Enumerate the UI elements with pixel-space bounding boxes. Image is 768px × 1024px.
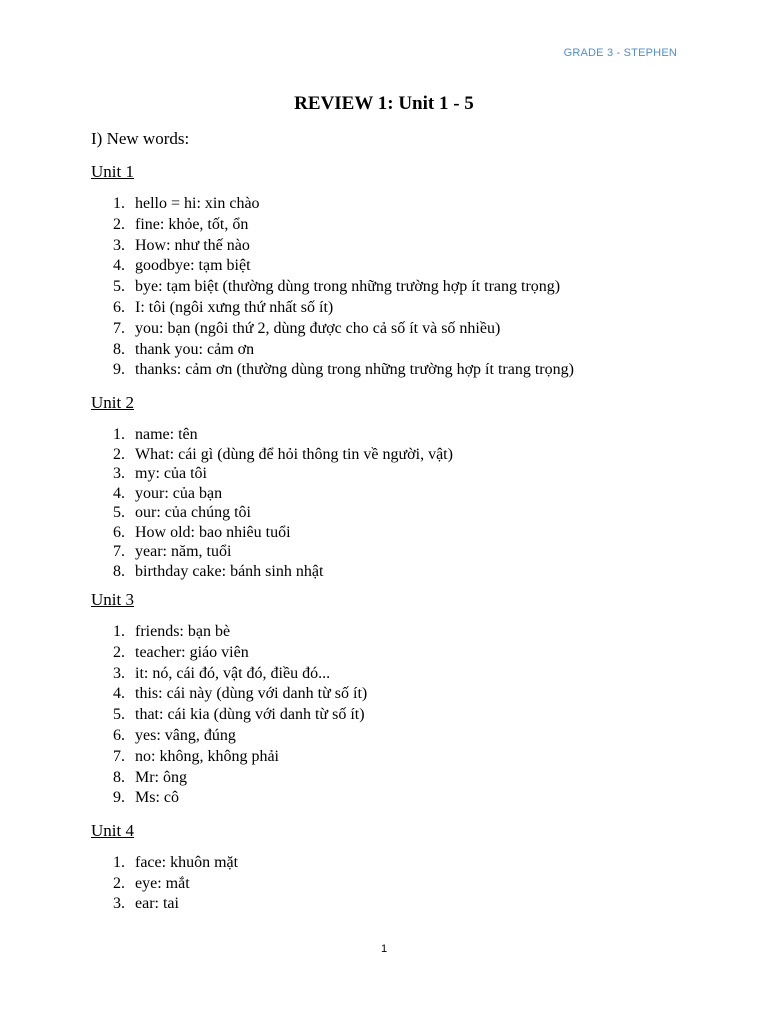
word-entry: hello = hi: xin chào xyxy=(135,195,260,212)
word-entry: What: cái gì (dùng để hỏi thông tin về người, vật) xyxy=(135,445,453,463)
list-item: 4. goodbye: tạm biệt xyxy=(91,256,574,277)
word-entry: Mr: ông xyxy=(135,768,187,786)
word-entry: How: như thế nào xyxy=(135,236,250,254)
word-entry: Ms: cô xyxy=(135,789,179,807)
word-entry: ear: tai xyxy=(135,895,179,913)
unit-2-word-list xyxy=(91,425,453,581)
word-entry: name: tên xyxy=(135,426,198,443)
unit-4-word-list xyxy=(91,853,238,915)
word-entry: I: tôi (ngôi xưng thứ nhất số ít) xyxy=(135,298,334,316)
list-item: 5. bye: tạm biệt (thường dùng trong những trường hợp ít trang trọng) xyxy=(91,277,574,298)
list-item: 9. thanks: cảm ơn (thường dùng trong những trường hợp ít trang trọng) xyxy=(91,360,574,381)
word-entry: my: của tôi xyxy=(135,465,207,482)
list-item: 8. birthday cake: bánh sinh nhật xyxy=(113,562,324,580)
list-item: 1. friends: bạn bè xyxy=(91,622,367,643)
word-entry: eye: mắt xyxy=(135,874,190,892)
word-entry: your: của bạn xyxy=(135,484,223,502)
unit-3-word-list xyxy=(91,622,367,809)
list-item: 4. this: cái này (dùng với danh từ số ít) xyxy=(91,684,367,705)
list-item: 2. eye: mắt xyxy=(91,874,238,895)
word-entry: no: không, không phải xyxy=(135,747,279,765)
list-item: 2. What: cái gì (dùng để hỏi thông tin về người, vật) xyxy=(113,445,453,463)
word-entry: teacher: giáo viên xyxy=(135,643,249,661)
word-entry: year: năm, tuổi xyxy=(135,543,232,560)
list-item: 8. thank you: cảm ơn xyxy=(91,340,574,361)
page-header: GRADE 3 - STEPHEN xyxy=(563,47,677,59)
word-entry: yes: vâng, đúng xyxy=(135,726,236,744)
word-entry: fine: khỏe, tốt, ổn xyxy=(135,215,249,233)
list-item: 1. face: khuôn mặt xyxy=(91,853,238,874)
word-entry: friends: bạn bè xyxy=(135,623,231,640)
list-item: 3. my: của tôi xyxy=(113,465,207,482)
unit-2-heading: Unit 2 xyxy=(91,393,134,412)
list-item: 3. it: nó, cái đó, vật đó, điều đó... xyxy=(91,664,367,685)
list-item: 6. How old: bao nhiêu tuổi xyxy=(113,523,291,541)
list-item: 6. I: tôi (ngôi xưng thứ nhất số ít) xyxy=(91,298,574,319)
word-entry: thank you: cảm ơn xyxy=(135,340,255,358)
unit-3-heading: Unit 3 xyxy=(91,590,134,609)
list-item: 3. ear: tai xyxy=(91,894,238,915)
list-item: 5. that: cái kia (dùng với danh từ số ít) xyxy=(91,705,367,726)
page-title: REVIEW 1: Unit 1 - 5 xyxy=(294,93,474,114)
list-item: 7. year: năm, tuổi xyxy=(113,543,232,560)
list-item: 2. teacher: giáo viên xyxy=(91,643,367,664)
list-item: 4. your: của bạn xyxy=(113,484,223,502)
list-item: 7. no: không, không phải xyxy=(91,747,367,768)
word-entry: thanks: cảm ơn (thường dùng trong những trường hợp ít trang trọng) xyxy=(135,361,574,379)
list-item: 1. hello = hi: xin chào xyxy=(91,194,574,215)
list-item: 7. you: bạn (ngôi thứ 2, dùng được cho cả số ít và số nhiều) xyxy=(91,319,574,340)
word-entry: How old: bao nhiêu tuổi xyxy=(135,523,291,541)
list-item: 3. How: như thế nào xyxy=(91,236,574,257)
list-item: 2. fine: khỏe, tốt, ổn xyxy=(91,215,574,236)
unit-4-heading: Unit 4 xyxy=(91,821,134,840)
word-entry: it: nó, cái đó, vật đó, điều đó... xyxy=(135,664,331,682)
list-item: 1. name: tên xyxy=(113,426,198,443)
word-entry: you: bạn (ngôi thứ 2, dùng được cho cả số ít và số nhiều) xyxy=(135,319,501,337)
word-entry: face: khuôn mặt xyxy=(135,854,239,871)
list-item: 8. Mr: ông xyxy=(91,768,367,789)
word-entry: this: cái này (dùng với danh từ số ít) xyxy=(135,685,368,703)
list-item: 9. Ms: cô xyxy=(91,788,367,809)
unit-1-heading: Unit 1 xyxy=(91,162,134,181)
word-entry: birthday cake: bánh sinh nhật xyxy=(135,562,324,580)
page-number: 1 xyxy=(380,943,388,955)
list-item: 6. yes: vâng, đúng xyxy=(91,726,367,747)
section-heading: I) New words: xyxy=(91,129,190,148)
word-entry: goodbye: tạm biệt xyxy=(135,257,251,275)
word-entry: bye: tạm biệt (thường dùng trong những trường hợp ít trang trọng) xyxy=(135,278,561,296)
word-entry: our: của chúng tôi xyxy=(135,504,251,521)
unit-1-word-list xyxy=(91,194,574,381)
word-entry: that: cái kia (dùng với danh từ số ít) xyxy=(135,706,365,724)
list-item: 5. our: của chúng tôi xyxy=(113,504,251,521)
